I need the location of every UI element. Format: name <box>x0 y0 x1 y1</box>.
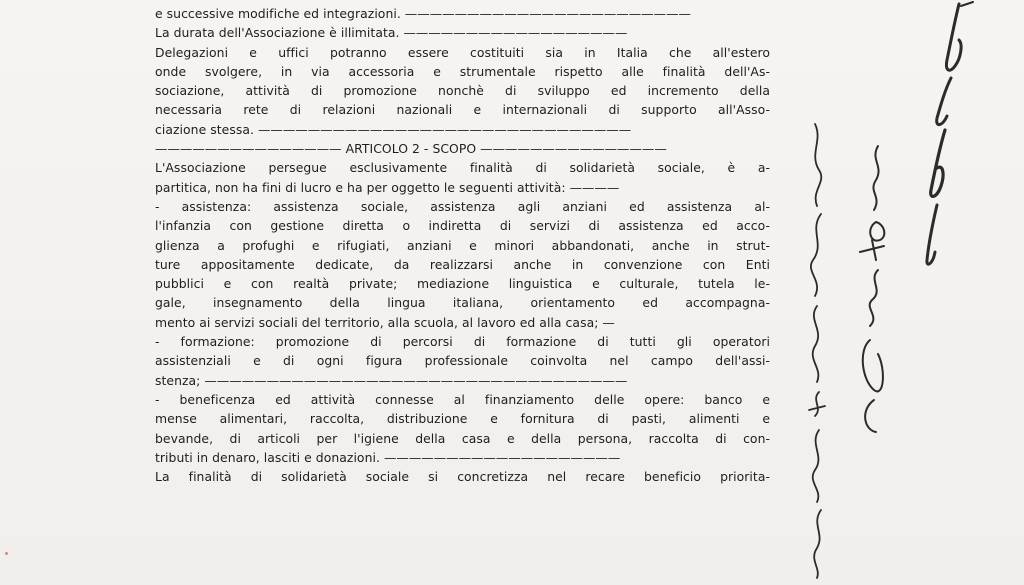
text-line: mento ai servizi sociali del territorio, alla scuola, al lavoro ed alla casa; — <box>155 314 615 330</box>
text-line: mense alimentari, raccolta, distribuzione e fornitura di pasti, alimenti e <box>155 411 770 427</box>
text-line: - beneficenza ed attività connesse al finanziamento delle opere: banco e <box>155 391 770 407</box>
text-line: tributi in denaro, lasciti e donazioni. ——————————————————— <box>155 449 621 465</box>
text-line: glienza a profughi e rifugiati, anziani e minori abbandonati, anche in strut- <box>155 237 770 253</box>
text-line: La finalità di solidarietà sociale si concretizza nel recare beneficio priorita- <box>155 469 770 485</box>
signature-left <box>795 110 845 580</box>
text-line: L'Associazione persegue esclusivamente finalità di solidarietà sociale, è a- <box>155 160 770 176</box>
text-line: pubblici e con realtà private; mediazione linguistica e culturale, tutela le- <box>155 276 770 292</box>
text-line: assistenziali e di ogni figura professionale coinvolta nel campo dell'assi- <box>155 353 770 369</box>
text-line: ciazione stessa. —————————————————————————————— <box>155 121 632 137</box>
article-heading: ——————————————— ARTICOLO 2 - SCOPO ——————————————— <box>155 141 667 157</box>
text-line: Delegazioni e uffici potranno essere costituiti sia in Italia che all'estero <box>155 44 770 60</box>
text-line: - formazione: promozione di percorsi di formazione di tutti gli operatori <box>155 334 770 350</box>
text-line: l'infanzia con gestione diretta o indiretta di servizi di assistenza ed acco- <box>155 218 770 234</box>
text-line: partitica, non ha fini di lucro e ha per oggetto le seguenti attività: ———— <box>155 179 620 195</box>
text-line: sociazione, attività di promozione nonchè di sviluppo ed incremento della <box>155 83 770 99</box>
signature-right <box>915 0 985 280</box>
text-line: onde svolgere, in via accessoria e strumentale rispetto alle finalità dell'As- <box>155 63 770 79</box>
text-line: bevande, di articoli per l'igiene della casa e della persona, raccolta di con- <box>155 430 770 446</box>
text-line: gale, insegnamento della lingua italiana, orientamento ed accompagna- <box>155 295 770 311</box>
paper-mark <box>5 552 8 555</box>
text-line: La durata dell'Associazione è illimitata. —————————————————— <box>155 25 628 41</box>
text-line: e successive modifiche ed integrazioni. ——————————————————————— <box>155 6 691 21</box>
text-line: stenza; —————————————————————————————————— <box>155 372 628 388</box>
document-body <box>155 4 770 486</box>
text-line: - assistenza: assistenza sociale, assistenza agli anziani ed assistenza al- <box>155 198 770 214</box>
signature-middle <box>840 140 900 440</box>
text-line: necessaria rete di relazioni nazionali e internazionali di supporto all'Asso- <box>155 102 770 118</box>
text-line: ture appositamente dedicate, da realizzarsi anche in convenzione con Enti <box>155 256 770 272</box>
